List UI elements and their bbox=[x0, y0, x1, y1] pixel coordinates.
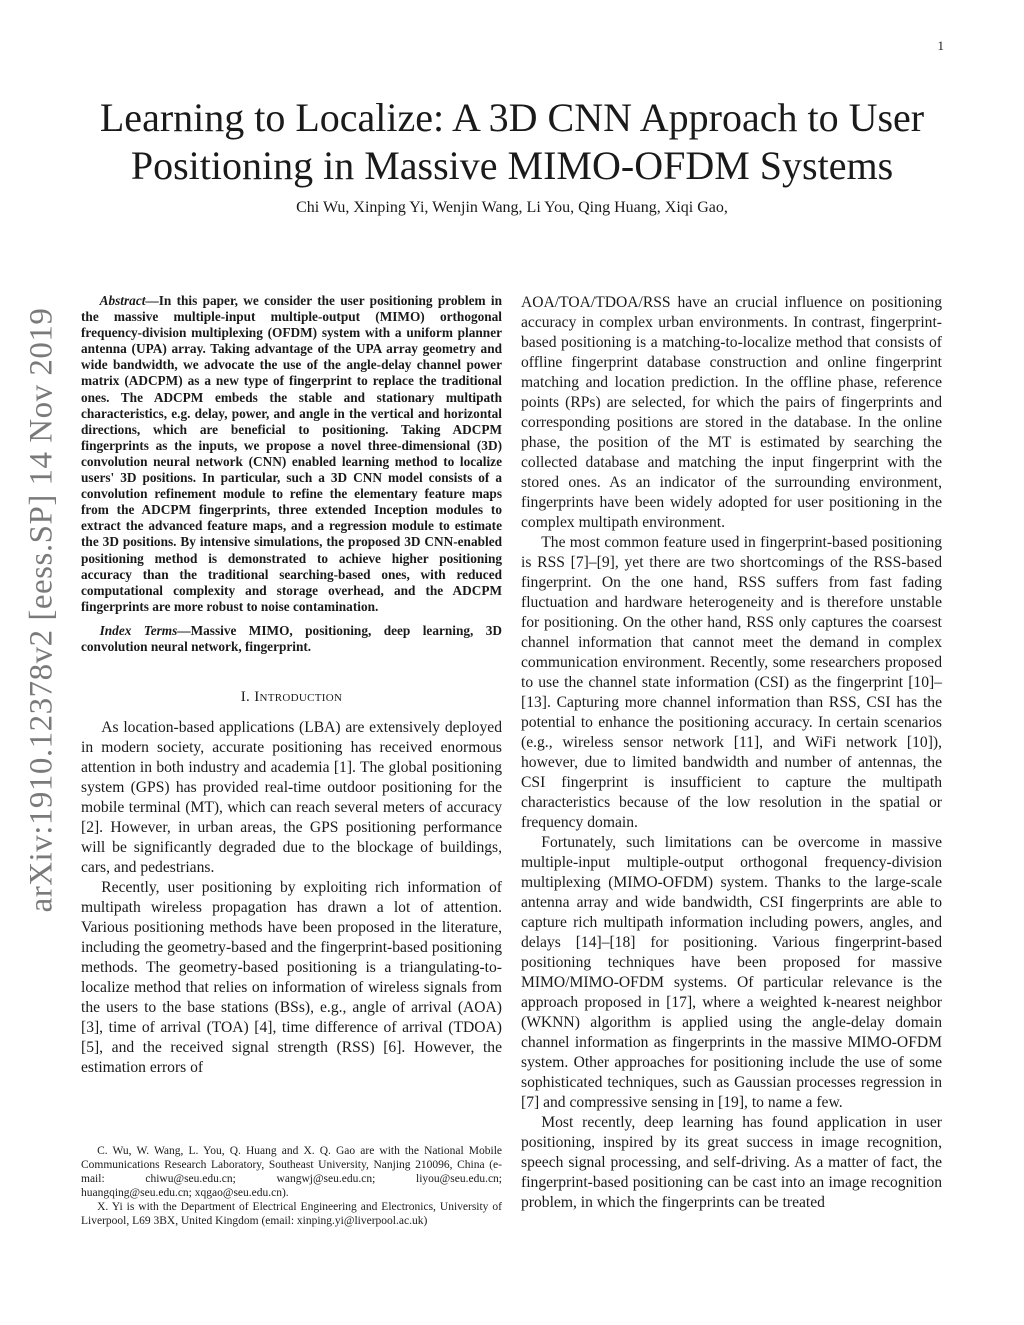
section-heading-introduction bbox=[81, 689, 502, 706]
abstract bbox=[81, 293, 502, 615]
footnote: C. Wu, W. Wang, L. You, Q. Huang and X. Q. Gao are with the National Mobile Communications Research Laboratory, Southeast University, Nanjing 210096, China (e-mail: chiwu@seu.edu.cn; wangwj@seu.edu.cn; liyou@seu.edu.cn; huangqing@seu.edu.cn; xqgao@seu.edu.cn). bbox=[81, 1145, 502, 1199]
arxiv-side-stamp: arXiv:1910.12378v2 [eess.SP] 14 Nov 2019 bbox=[23, 307, 60, 913]
abstract-label: Abstract bbox=[99, 293, 146, 308]
affiliation-footnotes bbox=[81, 1145, 502, 1228]
index-terms-text: —Massive MIMO, positioning, deep learning, 3D convolution neural network, fingerprint. bbox=[81, 622, 502, 654]
left-column bbox=[81, 293, 502, 1078]
paragraph: As location-based applications (LBA) are extensively deployed in modern society, accurate positioning has received enormous attention in both industry and academia [1]. The global positioning system (GPS) has provided real-time outdoor positioning for the mobile terminal (MT), which can reach several meters of accuracy [2]. However, in urban areas, the GPS positioning performance will be significantly degraded due to the blockage of buildings, cars, and pedestrians. bbox=[81, 719, 502, 877]
paragraph: The most common feature used in fingerprint-based positioning is RSS [7]–[9], yet there are two shortcomings of the RSS-based fingerprint. On the one hand, RSS suffers from fast fading fluctuation and hardware heterogeneity and is therefore unstable for positioning. On the other hand, RSS only captures the coarsest channel information that cannot meet the demand in complex communication environment. Recently, some researchers proposed to use the channel state information (CSI) as the fingerprint [10]–[13]. Capturing more channel information than RSS, CSI has the potential to enhance the positioning accuracy. In certain scenarios (e.g., wireless sensor network [11], and WiFi network [10]), however, due to limited bandwidth and number of antennas, the CSI fingerprint is insufficient to capture the multipath characteristics because of the low resolution in the spatial or frequency domain. bbox=[521, 534, 942, 831]
paragraph: Recently, user positioning by exploiting rich information of multipath wireless propagation has drawn a lot of attention. Various positioning methods have been proposed in the literature, including the geometry-based and the fingerprint-based positioning methods. The geometry-based positioning is a triangulating-to-localize method that relies on information of wireless signals from the users to the base stations (BSs), e.g., angle of arrival (AOA) [3], time of arrival (TOA) [4], time difference of arrival (TDOA) [5], and the received signal strength (RSS) [6]. However, the estimation errors of bbox=[81, 879, 502, 1077]
page-number: 1 bbox=[937, 38, 944, 53]
section-title: Introduction bbox=[254, 689, 343, 706]
index-terms-label: Index Terms bbox=[99, 622, 178, 638]
right-column bbox=[521, 293, 942, 1213]
intro-left-body bbox=[81, 718, 502, 1078]
section-number: I. bbox=[240, 689, 251, 706]
title-line-1: Learning to Localize: A 3D CNN Approach to User bbox=[99, 95, 925, 140]
footnote: X. Yi is with the Department of Electrical Engineering and Electronics, University of Liverpool, L69 3BX, United Kingdom (email: xinping.yi@liverpool.ac.uk) bbox=[81, 1200, 502, 1227]
title-line-2: Positioning in Massive MIMO-OFDM Systems bbox=[130, 143, 894, 188]
paragraph: Most recently, deep learning has found application in user positioning, inspired by its great success in image recognition, speech signal processing, and self-driving. As a matter of fact, the fingerprint-based positioning can be cast into an image recognition problem, in which the fingerprints can be treated bbox=[521, 1114, 942, 1211]
paper-title bbox=[60, 94, 964, 190]
index-terms bbox=[81, 623, 502, 655]
author-list: Chi Wu, Xinping Yi, Wenjin Wang, Li You, Qing Huang, Xiqi Gao, bbox=[296, 199, 728, 216]
abstract-text: —In this paper, we consider the user positioning problem in the massive multiple-input multiple-output (MIMO) orthogonal frequency-division multiplexing (OFDM) system with a uniform planner antenna (UPA) array. Taking advantage of the UPA array geometry and wide bandwidth, we advocate the use of the angle-delay channel power matrix (ADCPM) as a new type of fingerprint to replace the traditional ones. The ADCPM embeds the stable and stationary multipath characteristics, e.g. delay, power, and angle in the vertical and horizontal directions, which are beneficial to positioning. Taking ADCPM fingerprints as the inputs, we propose a novel three-dimensional (3D) convolution neural network (CNN) enabled learning method to localize users' 3D positions. In particular, such a 3D CNN model consists of a convolution refinement module to refine the elementary feature maps from the ADCPM fingerprints, three extended Inception modules to extract the advanced feature maps, and a regression module to estimate the 3D positions. By intensive simulations, the proposed 3D CNN-enabled positioning method is demonstrated to achieve higher positioning accuracy than the traditional searching-based ones, with reduced computational complexity and storage overhead, and the ADCPM fingerprints are more robust to noise contamination. bbox=[81, 293, 502, 614]
paragraph: AOA/TOA/TDOA/RSS have an crucial influence on positioning accuracy in complex urban environments. In contrast, fingerprint-based positioning is a matching-to-localize method that consists of offline fingerprint database construction and online fingerprint matching and location prediction. In the offline phase, reference points (RPs) are selected, for which the pairs of fingerprints and corresponding positions are stored in the database. In the online phase, the position of the MT is estimated by searching the collected database and matching the input fingerprint with the stored ones. As an indicator of the surrounding environment, fingerprints have been widely adopted for user positioning in the complex multipath environment. bbox=[521, 294, 942, 531]
paragraph: Fortunately, such limitations can be overcome in massive multiple-input multiple-output orthogonal frequency-division multiplexing (MIMO-OFDM) system. Thanks to the large-scale antenna array and wide bandwidth, CSI fingerprints are able to capture rich multipath information including powers, angles, and delays [14]–[18] for positioning. Various fingerprint-based positioning techniques have been proposed for massive MIMO/MIMO-OFDM systems. Of particular relevance is the approach proposed in [17], where a weighted k-nearest neighbor (WKNN) algorithm is applied using the angle-delay domain channel information as fingerprints in the massive MIMO-OFDM system. Other approaches for positioning include the use of some sophisticated techniques, such as Gaussian processes regression in [7] and compressive sensing in [19], to name a few. bbox=[521, 834, 942, 1111]
